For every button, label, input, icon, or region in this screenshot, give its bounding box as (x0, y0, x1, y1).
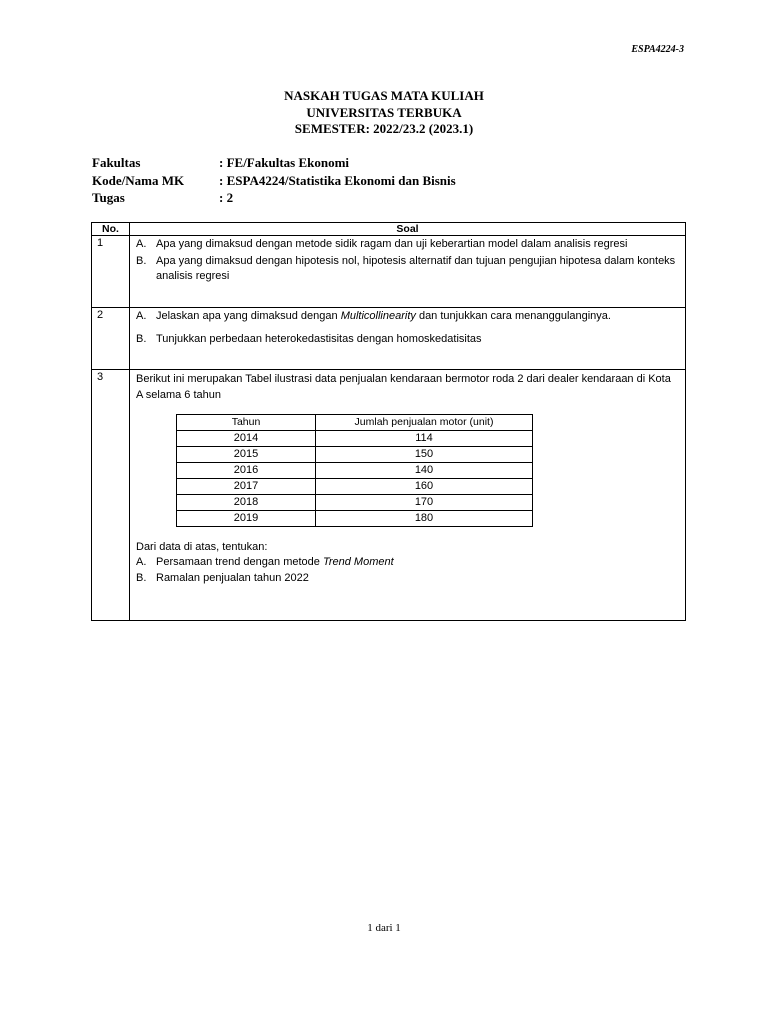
question-content (130, 308, 686, 370)
assignment-label: Tugas (92, 190, 125, 205)
item-letter: A. (136, 310, 147, 322)
question-item (136, 309, 680, 324)
question-number: 1 (92, 236, 130, 308)
title-line-3: SEMESTER: 2022/23.2 (2023.1) (294, 121, 474, 136)
course-code-row (92, 172, 456, 190)
item-letter: A. (136, 238, 147, 250)
sales-cell: 114 (316, 431, 533, 447)
sales-data-table (176, 414, 533, 527)
assignment-value: : 2 (219, 190, 234, 205)
header-soal: Soal (130, 223, 686, 236)
item-text-part: Jelaskan apa yang dimaksud dengan (156, 310, 341, 322)
sales-row (177, 511, 533, 527)
sales-row (177, 447, 533, 463)
faculty-row (92, 154, 456, 172)
question-row-3 (92, 370, 686, 621)
year-cell: 2017 (177, 479, 316, 495)
sales-row (177, 479, 533, 495)
question-prompt: Dari data di atas, tentukan: (136, 541, 268, 553)
item-text: Tunjukkan perbedaan heterokedastisitas dengan homoskedatisitas (156, 333, 482, 345)
item-text: Ramalan penjualan tahun 2022 (156, 572, 309, 584)
sales-row (177, 495, 533, 511)
course-code-value: : ESPA4224/Statistika Ekonomi dan Bisnis (219, 172, 456, 188)
sales-cell: 140 (316, 463, 533, 479)
question-item (136, 555, 680, 570)
question-content (130, 236, 686, 308)
question-row-1 (92, 236, 686, 308)
item-text-italic: Trend Moment (322, 556, 394, 568)
sales-cell: 160 (316, 479, 533, 495)
question-item (136, 332, 680, 347)
question-row-2 (92, 308, 686, 370)
year-cell: 2018 (177, 495, 316, 511)
questions-header-row (92, 223, 686, 236)
header-year: Tahun (177, 415, 316, 431)
question-number: 2 (92, 308, 130, 370)
year-cell: 2019 (177, 511, 316, 527)
question-number: 3 (92, 370, 130, 621)
year-cell: 2016 (177, 463, 316, 479)
item-text-part: Persamaan trend dengan metode (156, 556, 323, 568)
title-line-2: UNIVERSITAS TERBUKA (306, 104, 462, 120)
item-text-part: dan tunjukkan cara menanggulanginya. (415, 310, 611, 322)
question-item (136, 254, 680, 284)
item-letter: B. (136, 333, 147, 345)
questions-table (91, 222, 686, 621)
sales-header-row (177, 415, 533, 431)
question-content (130, 370, 686, 621)
title-line-1: NASKAH TUGAS MATA KULIAH (284, 88, 484, 103)
item-letter: A. (136, 556, 147, 568)
sales-row (177, 431, 533, 447)
item-text (156, 309, 680, 324)
item-text: Apa yang dimaksud dengan hipotesis nol, hipotesis alternatif dan tujuan pengujian hipotesa dalam konteks analisis regresi (156, 255, 676, 282)
item-text (156, 555, 680, 570)
item-text-italic: Multicollinearity (340, 310, 416, 322)
year-cell: 2015 (177, 447, 316, 463)
sales-cell: 170 (316, 495, 533, 511)
header-no: No. (92, 223, 130, 236)
header-sales: Jumlah penjualan motor (unit) (316, 415, 533, 431)
year-cell: 2014 (177, 431, 316, 447)
page-number: 1 dari 1 (367, 922, 401, 934)
course-code-label: Kode/Nama MK (92, 172, 185, 188)
question-intro: Berikut ini merupakan Tabel ilustrasi data penjualan kendaraan bermotor roda 2 dari dealer kendaraan di Kota A selama 6 tahun (136, 373, 671, 401)
item-text: Apa yang dimaksud dengan metode sidik ragam dan uji keberartian model dalam analisis regresi (156, 238, 628, 250)
sales-cell: 180 (316, 511, 533, 527)
sales-cell: 150 (316, 447, 533, 463)
item-letter: B. (136, 255, 147, 267)
question-item (136, 571, 680, 586)
document-title (0, 88, 768, 138)
document-code: ESPA4224-3 (631, 44, 684, 55)
sales-row (177, 463, 533, 479)
item-letter: B. (136, 572, 147, 584)
question-item (136, 237, 680, 252)
assignment-row (92, 189, 456, 207)
faculty-label: Fakultas (92, 155, 141, 170)
faculty-value: : FE/Fakultas Ekonomi (219, 155, 350, 170)
course-info (92, 154, 456, 207)
